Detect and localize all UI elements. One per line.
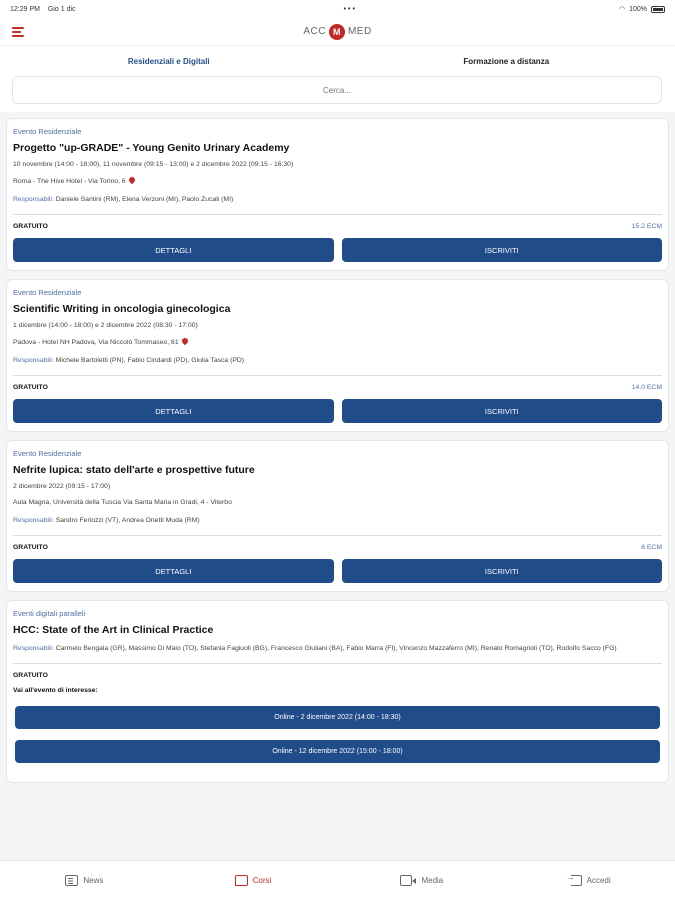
- event-type: Evento Residenziale: [13, 127, 82, 136]
- event-location-text: Padova - Hotel NH Padova, Via Niccolò Tommaseo, 61: [13, 338, 179, 346]
- event-responsabili: [13, 515, 662, 526]
- nav-news[interactable]: [0, 861, 169, 900]
- accmed-logo: [303, 24, 371, 40]
- event-dates: 10 novembre (14:00 - 18:00), 11 novembre (09:15 - 13:00) e 2 dicembre 2022 (09:15 - 16:30): [13, 161, 294, 168]
- event-price: GRATUITO: [13, 384, 48, 391]
- event-title: HCC: State of the Art in Clinical Practice: [13, 624, 214, 636]
- details-button[interactable]: DETTAGLI: [13, 559, 334, 583]
- news-icon: [65, 875, 78, 886]
- action-buttons: [13, 559, 662, 583]
- logo-mark: M: [329, 24, 345, 40]
- video-camera-icon: [400, 875, 412, 886]
- event-price: GRATUITO: [13, 223, 48, 230]
- responsabili-names: Daniele Santini (RM), Elena Verzoni (MI), Paolo Zucali (MI): [55, 196, 234, 203]
- event-location: [13, 338, 662, 346]
- event-location-text: Aula Magna, Università della Tuscia Via Santa Maria in Gradi, 4 - Viterbo: [13, 499, 232, 506]
- app-bar: [0, 18, 675, 46]
- price-row: [13, 544, 662, 551]
- event-type: Evento Residenziale: [13, 449, 82, 458]
- responsabili-names: Carmelo Bengala (GR), Massimo Di Maio (TO), Stefania Fagiuoli (BG), Francesco Giuliani (BA), Fabio Marra (FI), Vincenzo Mazzaferro (MI), Renato Romagnoli (TO), Rodolfo Sacco (FG): [55, 645, 617, 652]
- status-right: [619, 5, 665, 13]
- event-card: [6, 440, 669, 592]
- event-list: [0, 112, 675, 783]
- event-card: [6, 279, 669, 432]
- status-bar: [0, 0, 675, 18]
- event-price: GRATUITO: [13, 672, 48, 679]
- price-row: [13, 672, 662, 679]
- courses-icon: [235, 875, 248, 886]
- event-dates: 2 dicembre 2022 (09:15 - 17:00): [13, 483, 111, 490]
- nav-corsi-label: Corsi: [252, 876, 272, 885]
- map-pin-icon[interactable]: [182, 338, 188, 346]
- action-buttons: [13, 399, 662, 423]
- event-title: Nefrite lupica: stato dell'arte e prospettive future: [13, 464, 255, 476]
- wifi-icon: ◠: [618, 6, 626, 13]
- details-button[interactable]: DETTAGLI: [13, 238, 334, 262]
- login-icon: [571, 875, 582, 886]
- tab-formazione-distanza[interactable]: Formazione a distanza: [463, 56, 550, 66]
- online-session-button[interactable]: Online - 12 dicembre 2022 (15:00 - 18:00): [15, 740, 660, 763]
- menu-icon[interactable]: [12, 27, 24, 37]
- price-row: [13, 384, 662, 391]
- divider: [13, 375, 662, 376]
- responsabili-label: Responsabili:: [13, 196, 54, 203]
- map-pin-icon[interactable]: [129, 177, 135, 185]
- subscribe-button[interactable]: ISCRIVITI: [342, 238, 663, 262]
- bottom-navigation: [0, 860, 675, 900]
- event-card: [6, 118, 669, 271]
- event-price: GRATUITO: [13, 544, 48, 551]
- multitask-dots[interactable]: •••: [343, 5, 357, 13]
- action-buttons: [13, 238, 662, 262]
- battery-icon: [651, 6, 665, 13]
- event-responsabili: [13, 643, 662, 654]
- responsabili-label: Responsabili:: [13, 645, 54, 652]
- nav-accedi-label: Accedi: [586, 876, 611, 885]
- subscribe-button[interactable]: ISCRIVITI: [342, 559, 663, 583]
- subscribe-button[interactable]: ISCRIVITI: [342, 399, 663, 423]
- event-location: [13, 177, 662, 185]
- logo-text-right: MED: [347, 26, 372, 37]
- status-left: [10, 6, 82, 13]
- nav-corsi[interactable]: [169, 861, 338, 900]
- responsabili-names: Michele Bartoletti (PN), Fabio Cindardi (PD), Giulia Tasca (PD): [55, 357, 245, 364]
- event-type: Eventi digitali paralleli: [13, 609, 86, 618]
- responsabili-names: Sandro Feriozzi (VT), Andrea Onetti Muda (RM): [55, 517, 200, 524]
- nav-media[interactable]: [338, 861, 507, 900]
- course-tabs: [0, 46, 675, 76]
- search-input[interactable]: [12, 76, 662, 104]
- event-ecm: 6 ECM: [641, 544, 662, 551]
- nav-accedi[interactable]: [506, 861, 675, 900]
- status-date: Gio 1 dic: [47, 5, 76, 13]
- search-bar: [0, 76, 675, 112]
- divider: [13, 214, 662, 215]
- event-location-text: Roma - The Hive Hotel - Via Torino, 6: [13, 177, 126, 185]
- event-title: Scientific Writing in oncologia ginecologica: [13, 303, 231, 315]
- price-row: [13, 223, 662, 230]
- divider: [13, 535, 662, 536]
- nav-media-label: Media: [421, 876, 444, 885]
- event-dates: 1 dicembre (14:00 - 18:00) e 2 dicembre 2022 (08:30 - 17:00): [13, 322, 198, 329]
- details-button[interactable]: DETTAGLI: [13, 399, 334, 423]
- divider: [13, 663, 662, 664]
- online-session-button[interactable]: Online - 2 dicembre 2022 (14:00 - 18:30): [15, 706, 660, 729]
- choose-session-label: Vai all'evento di interesse:: [13, 687, 98, 694]
- responsabili-label: Responsabili:: [13, 517, 54, 524]
- status-time: 12:29 PM: [10, 5, 40, 13]
- event-responsabili: [13, 194, 662, 205]
- logo-text-left: ACC: [303, 26, 326, 37]
- battery-level: 100%: [629, 5, 647, 13]
- nav-news-label: News: [83, 876, 104, 885]
- responsabili-label: Responsabili:: [13, 357, 54, 364]
- event-ecm: 14.0 ECM: [631, 384, 662, 391]
- event-ecm: 15.2 ECM: [631, 223, 662, 230]
- event-title: Progetto "up-GRADE" - Young Genito Urinary Academy: [13, 142, 290, 154]
- tab-residenziali-digitali[interactable]: Residenziali e Digitali: [127, 56, 210, 66]
- event-type: Evento Residenziale: [13, 288, 82, 297]
- event-location: [13, 499, 662, 506]
- digital-event-card: [6, 600, 669, 783]
- event-responsabili: [13, 355, 662, 366]
